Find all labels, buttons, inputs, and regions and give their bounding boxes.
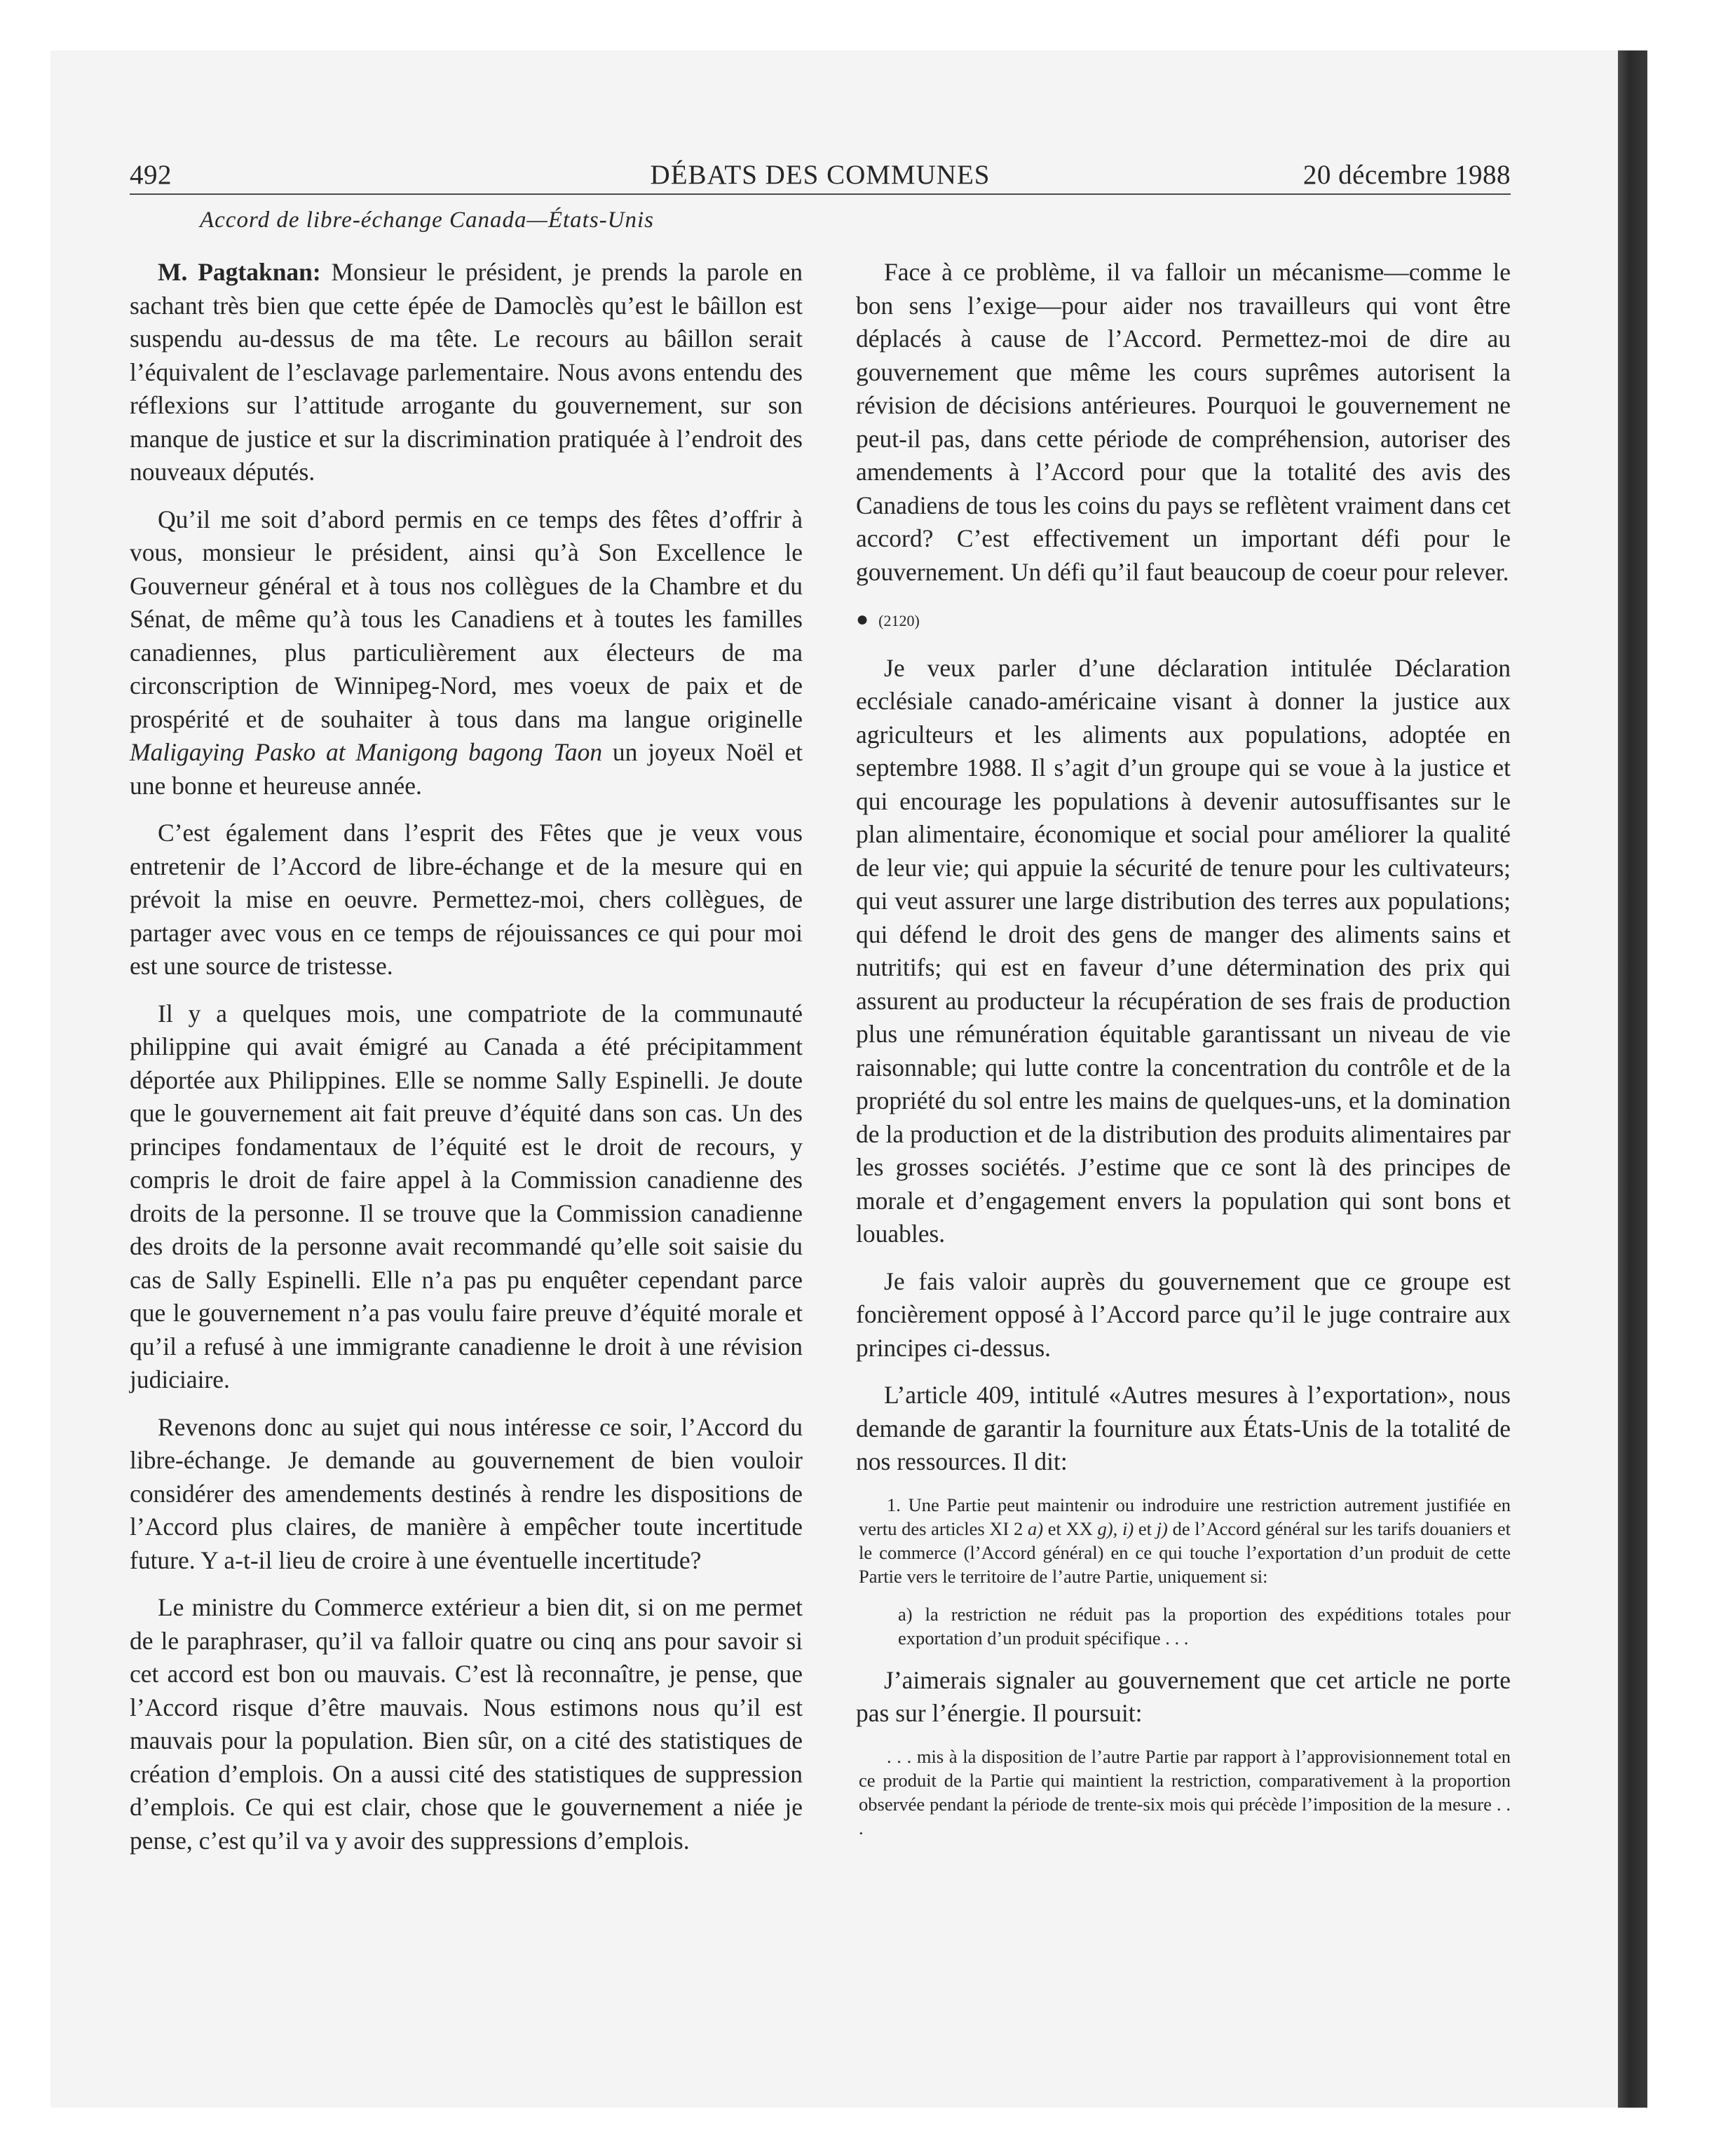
running-header [130, 160, 1511, 195]
quote-text: et [1134, 1517, 1157, 1539]
paragraph: J’aimerais signaler au gouvernement que cet article ne porte pas sur l’énergie. Il poursuit: [856, 1665, 1511, 1727]
paragraph-text: Monsieur le président, je prends la parole en sachant très bien que cette épée de Damoclès qu’est le bâillon est suspendu au-dessus de ma tête. Le recours au bâillon serait l’équivalent de l’esclavage parlementaire. Nous avons entendu des réflexions sur l’attitude arrogante du gouvernement, sur son manque de justice et sur la discrimination pratiquée à l’endroit des nouveaux députés. [130, 258, 803, 486]
paragraph: Je fais valoir auprès du gouvernement que ce groupe est foncièrement opposé à l’Accord parce qu’il le juge contraire aux principes ci-dessus. [856, 1267, 1511, 1362]
speaker-name: M. Pagtaknan: [158, 258, 321, 286]
paragraph: Il y a quelques mois, une compatriote de la communauté philippine qui avait émigré au Canada a été précipitamment déportée aux Philippines. Elle se nomme Sally Espinelli. Je doute que le gouvernement ait fait preuve d’équité dans son cas. Un des principes fondamentaux de l’équité est le droit de recours, y compris le droit de faire appel à la Commission canadienne des droits de la personne. Il se trouve que la Commission canadienne des droits de la personne avait recommandé qu’elle soit saisie du cas de Sally Espinelli. Elle n’a pas pu enquêter cependant parce que le gouvernement n’a pas voulu faire preuve d’équité morale et qu’il a refusé à une immigrante canadienne le droit à une révision judiciaire. [130, 999, 803, 1393]
paragraph: Face à ce problème, il va falloir un mécanisme—comme le bon sens l’exige—pour aider nos travailleurs qui vont être déplacés à cause de l’Accord. Permettez-moi de dire au gouvernement que même les cours suprêmes autorisent la révision de décisions antérieures. Pourquoi le gouvernement ne peut-il pas, dans cette période de compréhension, autoriser des amendements à l’Accord pour que la totalité des avis des Canadiens de tous les coins du pays se reflètent vraiment dans cet accord? C’est effectivement un important défi pour le gouvernement. Un défi qu’il faut beaucoup de coeur pour relever. [856, 258, 1511, 586]
publication-title: DÉBATS DES COMMUNES [650, 160, 991, 190]
paragraph: Revenons donc au sujet qui nous intéresse ce soir, l’Accord du libre-échange. Je demande au gouvernement de bien vouloir considérer des amendements destinés à rendre les dispositions de l’Accord plus claires, de manière à empêcher toute incertitude future. Y a-t-il lieu de croire à une éventuelle incertitude? [130, 1412, 803, 1574]
scan-edge-shadow [1618, 50, 1647, 2108]
paragraph-text: Qu’il me soit d’abord permis en ce temps des fêtes d’offrir à vous, monsieur le président, ainsi qu’à Son Excellence le Gouverneur général et à tous nos collègues de la Chambre et du Sénat, de même qu’à tous les Canadiens et à toutes les familles canadiennes, plus particulièrement aux électeurs de ma circonscription de Winnipeg-Nord, mes voeux de paix et de prospérité et de souhaiter à tous dans ma langue originelle [130, 505, 803, 733]
time-marker [856, 603, 1511, 638]
quote-italic: g), i) [1097, 1517, 1134, 1539]
document-page [130, 160, 1511, 1855]
page-number: 492 [130, 160, 172, 190]
block-quote: . . . mis à la disposition de l’autre Partie par rapport à l’approvisionnement total en ce produit de la Partie qui maintient la restriction, comparativement à la proportion observée pendant la période de trente-six mois qui précède l’imposition de la mesure . . . [859, 1745, 1511, 1838]
publication-date: 20 décembre 1988 [1302, 160, 1511, 190]
quote-text: 1. Une Partie peut maintenir ou indroduire une restriction autrement justifiée en vertu des articles XI 2 [859, 1494, 1511, 1539]
block-quote [856, 1493, 1511, 1588]
left-column [130, 256, 803, 1871]
right-column [856, 256, 1511, 1854]
paragraph: L’article 409, intitulé «Autres mesures à l’exportation», nous demande de garantir la fourniture aux États-Unis de la totalité de nos ressources. Il dit: [856, 1381, 1511, 1475]
paragraph [130, 503, 803, 803]
section-subhead: Accord de libre-échange Canada—États-Unis [200, 207, 655, 233]
paragraph [130, 256, 803, 489]
quote-italic: a) [1027, 1517, 1044, 1539]
bullet-dot-icon: ● [856, 608, 869, 631]
paragraph-text: un joyeux Noël et une bonne et heureuse année. [130, 738, 803, 800]
paragraph: C’est également dans l’esprit des Fêtes que je veux vous entretenir de l’Accord de libre-échange et de la mesure qui en prévoit la mise en oeuvre. Permettez-moi, chers collègues, de partager avec vous en ce temps de réjouissances ce qui pour moi est une source de tristesse. [130, 819, 803, 980]
paragraph: Je veux parler d’une déclaration intitulée Déclaration ecclésiale canado-américaine visant à donner la justice aux agriculteurs et les aliments aux populations, adoptée en septembre 1988. Il s’agit d’un groupe qui se voue à la justice et qui encourage les populations à devenir autosuffisantes sur le plan alimentaire, économique et social pour améliorer la qualité de leur vie; qui appuie la sécurité de tenure pour les cultivateurs; qui veut assurer une large distribution des terres aux populations; qui défend le droit des gens de manger des aliments sains et nutritifs; qui est en faveur d’une détermination des prix qui assurent au producteur la récupération de ses frais de production plus une rémunération équitable garantissant un niveau de vie raisonnable; qui lutte contre la concentration du contrôle et de la propriété du sol entre les mains de quelques-uns, et la domination de la production et de la distribution des produits alimentaires par les grosses sociétés. J’estime que ce sont là des principes de morale et d’engagement envers la population qui sont bons et louables. [856, 653, 1511, 1248]
block-quote: a) la restriction ne réduit pas la proportion des expéditions totales pour exportation d’un produit spécifique . . . [898, 1603, 1511, 1649]
italic-phrase: Maligaying Pasko at Manigong bagong Taon [130, 738, 603, 766]
quote-text: et XX [1043, 1517, 1098, 1539]
quote-italic: j) [1156, 1517, 1168, 1539]
time-marker-text: (2120) [878, 612, 920, 629]
quote-text: de l’Accord général sur les tarifs douaniers et le commerce (l’Accord général) en ce qui touche l’exportation d’un produit de cette Partie vers le territoire de l’autre Partie, uniquement si: [859, 1517, 1511, 1587]
paragraph: Le ministre du Commerce extérieur a bien dit, si on me permet de le paraphraser, qu’il va falloir quatre ou cinq ans pour savoir si cet accord est bon ou mauvais. C’est là reconnaître, je pense, que l’Accord risque d’être mauvais. Nous estimons nous qu’il est mauvais pour la population. Bien sûr, on a cité des statistiques de création d’emplois. On a aussi cité des statistiques de suppression d’emplois. Ce qui est clair, chose que le gouvernement a niée je pense, c’est qu’il va y avoir des suppressions d’emplois. [130, 1593, 803, 1855]
